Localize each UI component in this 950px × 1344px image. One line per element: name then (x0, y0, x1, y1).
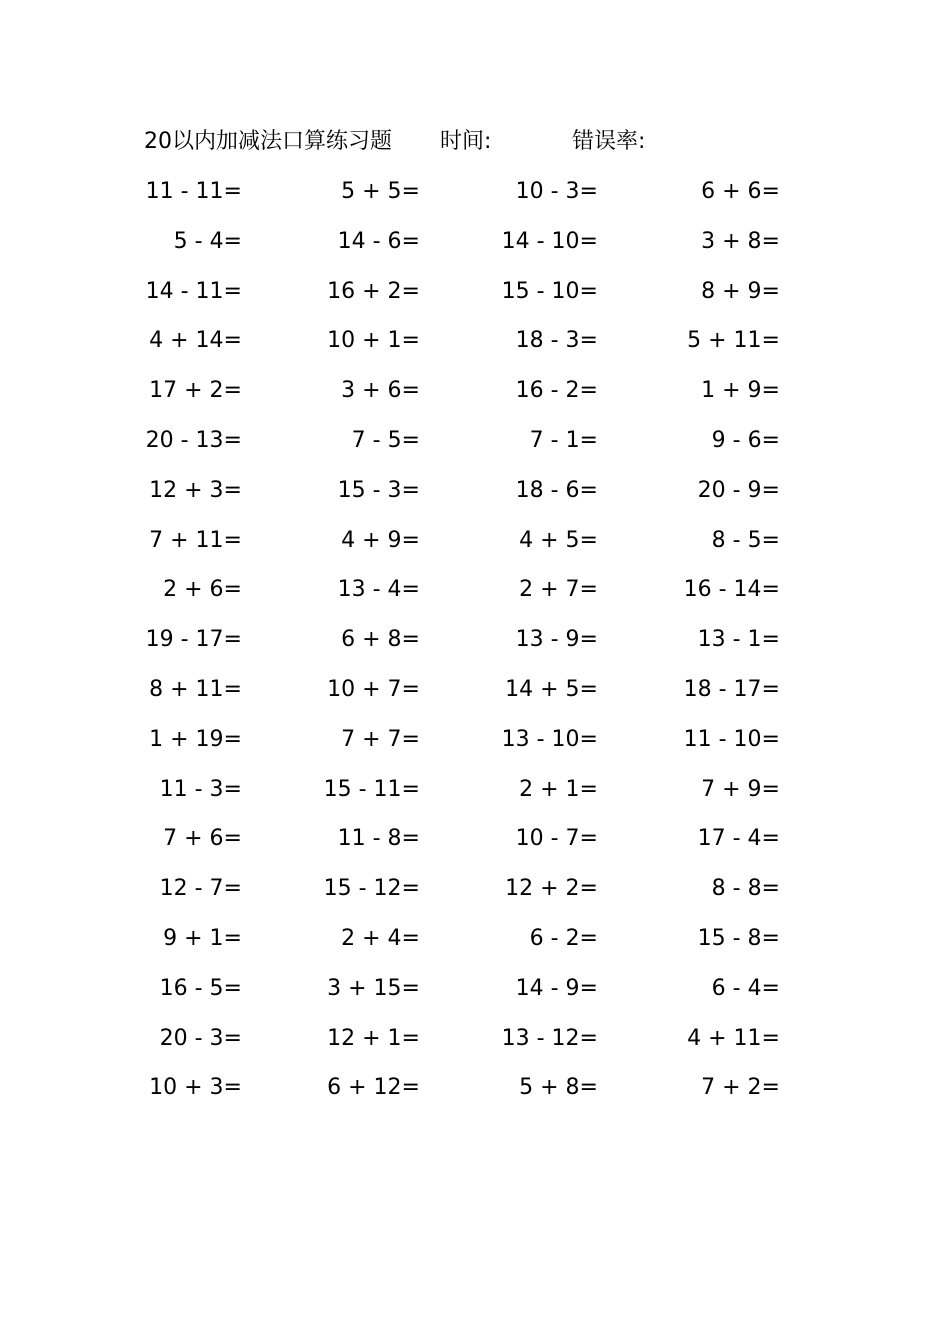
arithmetic-problem: 15 - 12= (323, 876, 420, 902)
arithmetic-problem: 1 + 19= (149, 726, 242, 752)
arithmetic-problem: 20 - 13= (145, 427, 242, 453)
problem-row (138, 272, 798, 322)
arithmetic-problem: 7 + 7= (341, 726, 420, 752)
problem-row (138, 670, 798, 720)
arithmetic-problem: 11 - 3= (159, 776, 242, 802)
problem-row (138, 321, 798, 371)
problem-row (138, 1068, 798, 1118)
arithmetic-problem: 7 + 2= (701, 1075, 780, 1101)
arithmetic-problem: 16 - 2= (515, 378, 598, 404)
arithmetic-problem: 14 - 6= (337, 228, 420, 254)
problem-row (138, 172, 798, 222)
arithmetic-problem: 10 - 7= (515, 826, 598, 852)
arithmetic-problem: 4 + 9= (341, 527, 420, 553)
arithmetic-problem: 6 + 8= (341, 627, 420, 653)
arithmetic-problem: 18 - 3= (515, 328, 598, 354)
arithmetic-problem: 12 - 7= (159, 876, 242, 902)
arithmetic-problem: 13 - 10= (501, 726, 598, 752)
arithmetic-problem: 7 - 1= (529, 427, 598, 453)
worksheet-header (144, 124, 844, 160)
arithmetic-problem: 10 + 1= (327, 328, 420, 354)
arithmetic-problem: 5 + 5= (341, 179, 420, 204)
problem-row (138, 869, 798, 919)
arithmetic-problem: 6 + 12= (327, 1075, 420, 1101)
arithmetic-problem: 15 - 8= (697, 925, 780, 951)
arithmetic-problem: 15 - 10= (501, 278, 598, 304)
problem-row (138, 969, 798, 1019)
arithmetic-problem: 16 - 14= (683, 577, 780, 603)
problem-row (138, 421, 798, 471)
arithmetic-problem: 11 - 11= (145, 179, 242, 204)
arithmetic-problem: 7 + 9= (701, 776, 780, 802)
arithmetic-problem: 19 - 17= (145, 627, 242, 653)
arithmetic-problem: 1 + 9= (701, 378, 780, 404)
arithmetic-problem: 2 + 4= (341, 925, 420, 951)
arithmetic-problem: 20 - 3= (159, 1025, 242, 1051)
problem-row (138, 819, 798, 869)
error-rate-label: 错误率: (572, 129, 646, 154)
arithmetic-problem: 7 + 6= (163, 826, 242, 852)
problem-row (138, 570, 798, 620)
arithmetic-problem: 2 + 7= (519, 577, 598, 603)
arithmetic-problem: 5 - 4= (173, 228, 242, 254)
problem-row (138, 620, 798, 670)
problem-row (138, 222, 798, 272)
problem-row (138, 770, 798, 820)
time-label: 时间: (440, 129, 492, 154)
arithmetic-problem: 8 + 11= (149, 676, 242, 702)
arithmetic-problem: 11 - 10= (683, 726, 780, 752)
arithmetic-problem: 3 + 6= (341, 378, 420, 404)
arithmetic-problem: 17 - 4= (697, 826, 780, 852)
arithmetic-problem: 15 - 3= (337, 477, 420, 503)
arithmetic-problem: 3 + 15= (327, 975, 420, 1001)
arithmetic-problem: 18 - 17= (683, 676, 780, 702)
problem-grid (138, 172, 798, 1118)
arithmetic-problem: 3 + 8= (701, 228, 780, 254)
arithmetic-problem: 12 + 2= (505, 876, 598, 902)
arithmetic-problem: 6 + 6= (701, 179, 780, 204)
problem-row (138, 720, 798, 770)
arithmetic-problem: 20 - 9= (697, 477, 780, 503)
arithmetic-problem: 17 + 2= (149, 378, 242, 404)
arithmetic-problem: 13 - 1= (697, 627, 780, 653)
arithmetic-problem: 4 + 11= (687, 1025, 780, 1051)
arithmetic-problem: 8 + 9= (701, 278, 780, 304)
arithmetic-problem: 7 + 11= (149, 527, 242, 553)
arithmetic-problem: 9 + 1= (163, 925, 242, 951)
worksheet-title: 20以内加减法口算练习题 (144, 129, 392, 154)
arithmetic-problem: 14 - 9= (515, 975, 598, 1001)
arithmetic-problem: 5 + 8= (519, 1075, 598, 1101)
arithmetic-problem: 6 - 4= (711, 975, 780, 1001)
arithmetic-problem: 2 + 1= (519, 776, 598, 802)
arithmetic-problem: 4 + 14= (149, 328, 242, 354)
problem-row (138, 471, 798, 521)
arithmetic-problem: 14 - 10= (501, 228, 598, 254)
arithmetic-problem: 14 - 11= (145, 278, 242, 304)
arithmetic-problem: 16 + 2= (327, 278, 420, 304)
arithmetic-problem: 9 - 6= (711, 427, 780, 453)
arithmetic-problem: 12 + 1= (327, 1025, 420, 1051)
arithmetic-problem: 4 + 5= (519, 527, 598, 553)
arithmetic-problem: 13 - 4= (337, 577, 420, 603)
arithmetic-problem: 8 - 8= (711, 876, 780, 902)
arithmetic-problem: 12 + 3= (149, 477, 242, 503)
problem-row (138, 371, 798, 421)
arithmetic-problem: 7 - 5= (351, 427, 420, 453)
arithmetic-problem: 8 - 5= (711, 527, 780, 553)
arithmetic-problem: 13 - 9= (515, 627, 598, 653)
arithmetic-problem: 10 + 3= (149, 1075, 242, 1101)
arithmetic-problem: 2 + 6= (163, 577, 242, 603)
arithmetic-problem: 14 + 5= (505, 676, 598, 702)
arithmetic-problem: 11 - 8= (337, 826, 420, 852)
problem-row (138, 1019, 798, 1069)
problem-row (138, 521, 798, 571)
arithmetic-problem: 13 - 12= (501, 1025, 598, 1051)
arithmetic-problem: 15 - 11= (323, 776, 420, 802)
arithmetic-problem: 10 + 7= (327, 676, 420, 702)
arithmetic-problem: 6 - 2= (529, 925, 598, 951)
arithmetic-problem: 18 - 6= (515, 477, 598, 503)
arithmetic-problem: 16 - 5= (159, 975, 242, 1001)
arithmetic-problem: 5 + 11= (687, 328, 780, 354)
arithmetic-problem: 10 - 3= (515, 179, 598, 204)
problem-row (138, 919, 798, 969)
